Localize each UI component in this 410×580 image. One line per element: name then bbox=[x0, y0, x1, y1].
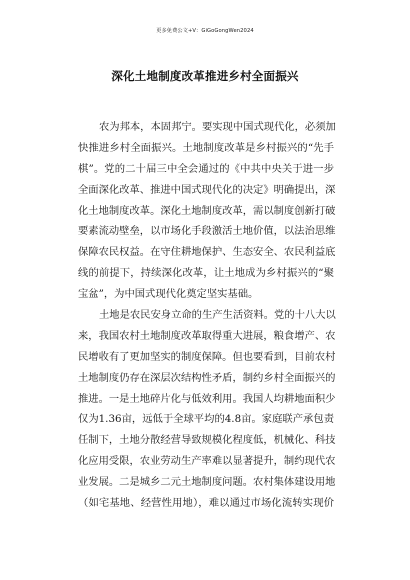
document-title: 深化土地制度改革推进乡村全面振兴 bbox=[111, 69, 299, 83]
text-line: 来，我国农村土地制度改革取得重大进展，粮食增产、农 bbox=[78, 329, 336, 342]
text-line: 化土地制度改革。深化土地制度改革，需以制度创新打破 bbox=[78, 204, 336, 217]
header-note: 更多免费公文+V：GiGoGongWen2024 bbox=[156, 28, 254, 34]
paragraph-2 bbox=[78, 305, 334, 514]
text-line: 快推进乡村全面振兴。土地制度改革是乡村振兴的“先手 bbox=[78, 141, 334, 154]
text-line: （如宅基地、经营性用地），难以通过市场化流转实现价 bbox=[78, 497, 334, 510]
text-line: 棋”。党的二十届三中全会通过的《中共中央关于进一步 bbox=[78, 162, 334, 175]
document-body bbox=[78, 117, 334, 514]
text-line: 要素流动壁垒，以市场化手段激活土地价值，以法治思维 bbox=[78, 225, 336, 238]
text-line: 任制下，土地分散经营导致规模化程度低，机械化、科技 bbox=[78, 434, 336, 447]
text-line: 土地制度仍存在深层次结构性矛盾，制约乡村全面振兴的 bbox=[78, 371, 336, 384]
text-line: 仅为1.36亩，远低于全球平均的4.8亩。家庭联产承包责 bbox=[78, 413, 334, 426]
text-line: 宝盆”，为中国式现代化奠定坚实基础。 bbox=[78, 288, 259, 301]
text-line: 土地是农民安身立命的生产生活资料。党的十八大以 bbox=[99, 309, 336, 322]
text-line: 民增收有了更加坚实的制度保障。但也要看到，目前农村 bbox=[78, 350, 336, 363]
paragraph-1 bbox=[78, 117, 334, 305]
text-line: 农为邦本，本固邦宁。要实现中国式现代化，必须加 bbox=[99, 121, 336, 133]
text-line: 推进。一是土地碎片化与低效利用。我国人均耕地面积少 bbox=[78, 392, 336, 405]
text-line: 化应用受限，农业劳动生产率难以显著提升，制约现代农 bbox=[78, 455, 336, 468]
text-line: 线的前提下，持续深化改革，让土地成为乡村振兴的“聚 bbox=[78, 267, 334, 280]
text-line: 保障农民权益。在守住耕地保护、生态安全、农民利益底 bbox=[78, 246, 336, 259]
text-line: 全面深化改革、推进中国式现代化的决定》明确提出，深 bbox=[78, 183, 336, 196]
text-line: 业发展。二是城乡二元土地制度问题。农村集体建设用地 bbox=[78, 476, 336, 489]
